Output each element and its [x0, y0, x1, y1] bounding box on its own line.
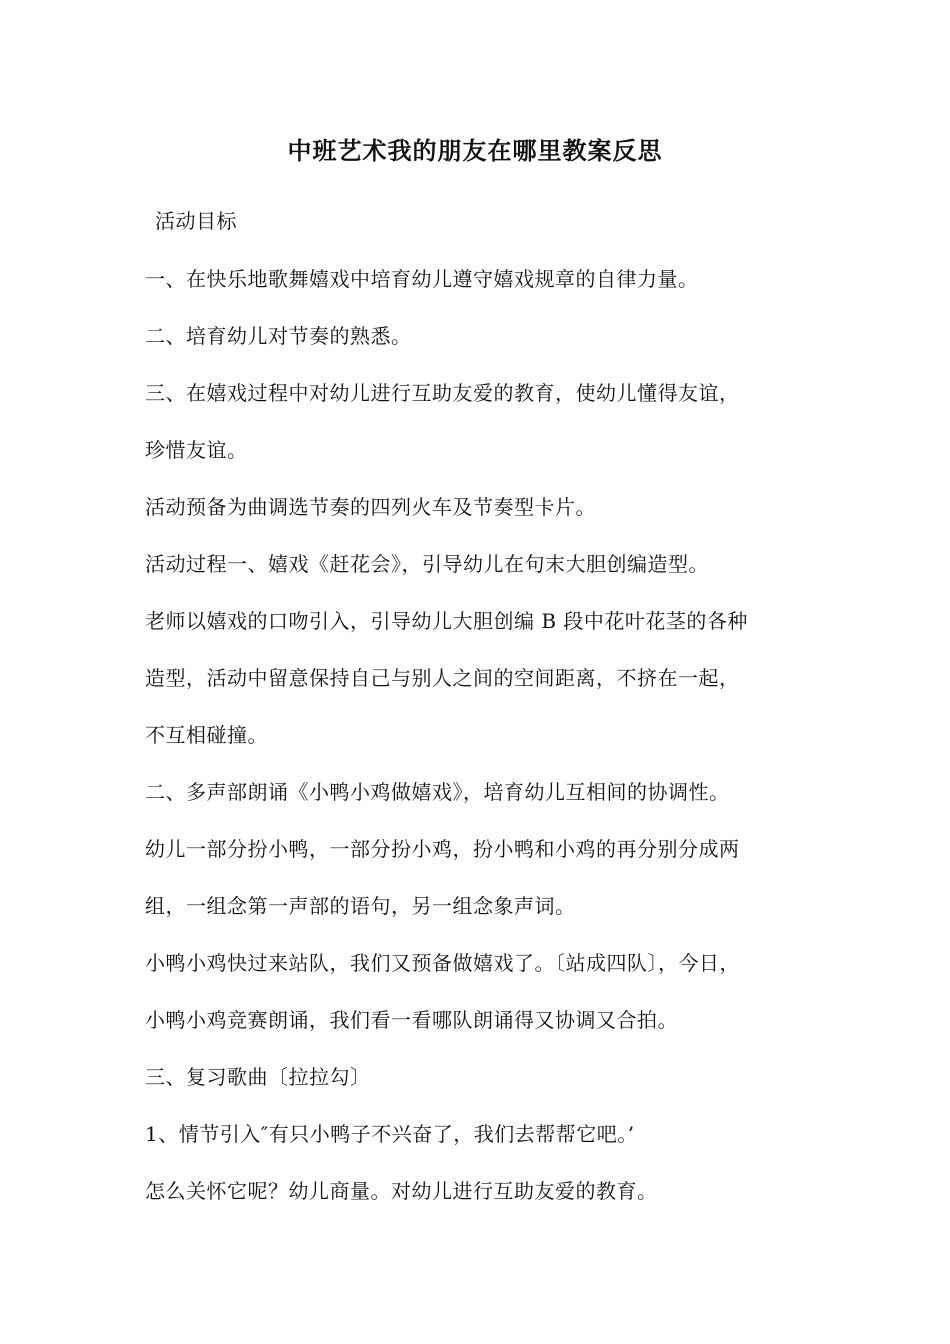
paragraph-line: 珍惜友谊。 — [145, 438, 248, 462]
paragraph-line: 三、在嬉戏过程中对幼儿进行互助友爱的教育，使幼儿懂得友谊， — [145, 381, 740, 405]
paragraph-line: 造型，活动中留意保持自己与别人之间的空间距离，不挤在一起， — [145, 666, 740, 690]
paragraph-line: 老师以嬉戏的口吻引入，引导幼儿大胆创编 B 段中花叶花茎的各种 — [145, 609, 748, 633]
paragraph-line: 活动预备为曲调选节奏的四列火车及节奏型卡片。 — [145, 495, 596, 519]
section-heading-goals: 活动目标 — [155, 209, 237, 233]
paragraph-line: 二、多声部朗诵《小鸭小鸡做嬉戏》，培育幼儿互相间的协调性。 — [145, 780, 730, 804]
document-title: 中班艺术我的朋友在哪里教案反思 — [287, 137, 663, 165]
paragraph-line: 组，一组念第一声部的语句，另一组念象声词。 — [145, 894, 576, 918]
paragraph-line: 怎么关怀它呢？幼儿商量。对幼儿进行互助友爱的教育。 — [145, 1179, 658, 1203]
paragraph-line: 1、情节引入″有只小鸭子不兴奋了，我们去帮帮它吧。’ — [145, 1122, 635, 1146]
paragraph-line: 幼儿一部分扮小鸭，一部分扮小鸡，扮小鸭和小鸡的再分别分成两 — [145, 837, 740, 861]
paragraph-line: 三、复习歌曲〔拉拉勾〕 — [145, 1065, 371, 1089]
paragraph-line: 活动过程一、嬉戏《赶花会》，引导幼儿在句末大胆创编造型。 — [145, 552, 709, 576]
paragraph-line: 不互相碰撞。 — [145, 723, 268, 747]
paragraph-line: 小鸭小鸡竞赛朗诵，我们看一看哪队朗诵得又协调又合拍。 — [145, 1008, 678, 1032]
paragraph-line: 一、在快乐地歌舞嬉戏中培育幼儿遵守嬉戏规章的自律力量。 — [145, 267, 699, 291]
paragraph-line: 二、培育幼儿对节奏的熟悉。 — [145, 324, 412, 348]
paragraph-line: 小鸭小鸡快过来站队，我们又预备做嬉戏了。〔站成四队〕，今日， — [145, 951, 740, 975]
